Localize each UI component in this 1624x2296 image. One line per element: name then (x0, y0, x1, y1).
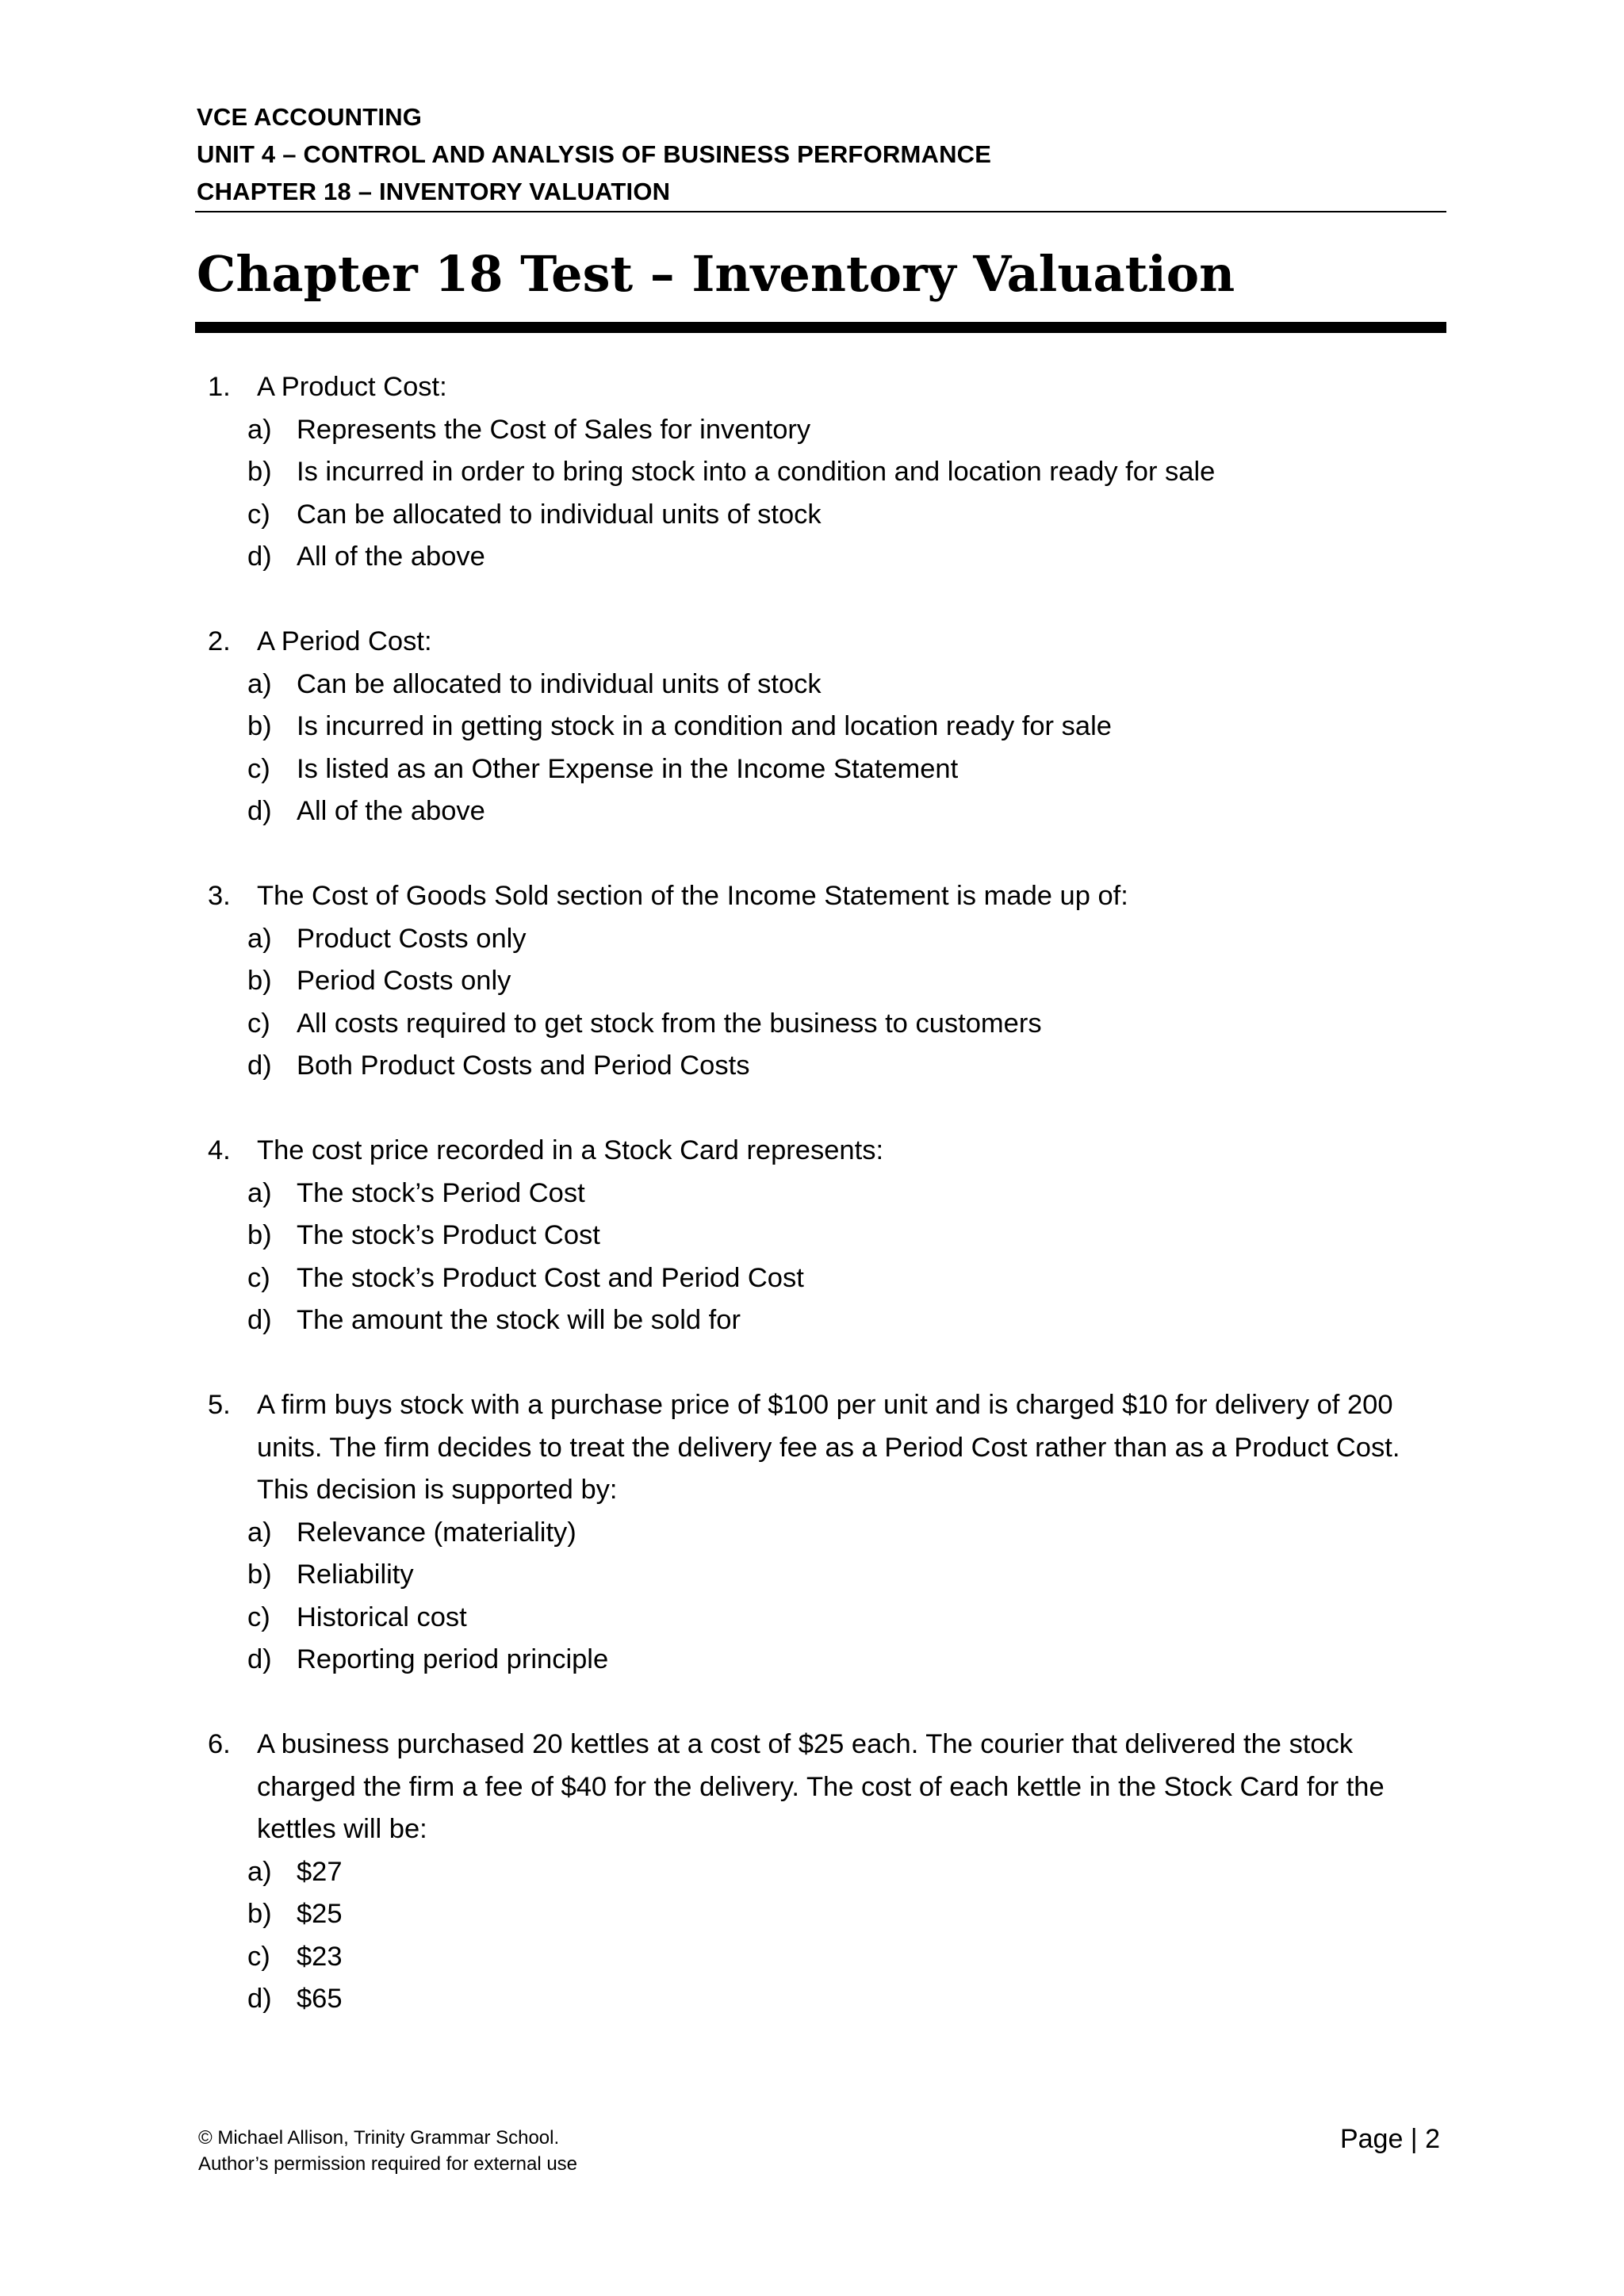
option-b (0, 1215, 1624, 1257)
option-letter: d) (247, 541, 272, 572)
question-5 (0, 1384, 1624, 1682)
option-letter: d) (247, 1644, 272, 1674)
option-letter: d) (247, 1984, 272, 2014)
question-number: 4. (208, 1135, 231, 1165)
option-c (0, 494, 1624, 537)
option-a (0, 1173, 1624, 1215)
option-b (0, 706, 1624, 748)
option-text: All of the above (297, 541, 485, 572)
option-b (0, 451, 1624, 494)
option-text: Is incurred in getting stock in a condition and location ready for sale (297, 711, 1112, 741)
option-letter: c) (247, 1262, 270, 1293)
option-d (0, 1639, 1624, 1682)
option-text: Relevance (materiality) (297, 1517, 576, 1548)
option-letter: c) (247, 499, 270, 530)
option-d (0, 790, 1624, 833)
option-text: Is incurred in order to bring stock into a condition and location ready for sale (297, 457, 1216, 487)
question-text: A firm buys stock with a purchase price of $100 per unit and is charged $10 for delivery of 200 units. The firm decides to treat the delivery fee as a Period Cost rather than as a Product Cost. This decision is supported by: (257, 1390, 1400, 1505)
question-text: A Product Cost: (257, 372, 447, 402)
option-list (0, 1851, 1624, 2021)
page-title: Chapter 18 Test – Inventory Valuation (197, 245, 1235, 303)
option-text: The amount the stock will be sold for (297, 1305, 741, 1335)
option-a (0, 1851, 1624, 1894)
option-letter: d) (247, 1305, 272, 1335)
question-3 (0, 875, 1624, 1088)
option-a (0, 1512, 1624, 1555)
option-letter: c) (247, 1941, 270, 1972)
option-text: Can be allocated to individual units of stock (297, 499, 822, 530)
page-number: Page | 2 (1339, 2124, 1440, 2154)
option-text: Is listed as an Other Expense in the Income Statement (297, 753, 959, 784)
option-a (0, 918, 1624, 961)
option-letter: d) (247, 796, 272, 826)
option-text: Reporting period principle (297, 1644, 609, 1674)
option-d (0, 1978, 1624, 2021)
option-letter: b) (247, 457, 272, 487)
option-a (0, 664, 1624, 706)
title-divider (195, 322, 1446, 333)
option-text: Period Costs only (297, 966, 511, 996)
question-1 (0, 366, 1624, 579)
option-text: The stock’s Product Cost (297, 1220, 600, 1250)
option-b (0, 1893, 1624, 1936)
option-a (0, 409, 1624, 452)
option-letter: b) (247, 966, 272, 996)
option-letter: c) (247, 753, 270, 784)
document-header (197, 98, 1445, 210)
option-list (0, 409, 1624, 579)
option-letter: b) (247, 711, 272, 741)
option-letter: d) (247, 1050, 272, 1081)
option-letter: b) (247, 1559, 272, 1590)
option-list (0, 1173, 1624, 1342)
option-c (0, 1257, 1624, 1300)
option-letter: a) (247, 668, 272, 699)
option-letter: a) (247, 414, 272, 445)
question-list (0, 366, 1624, 2063)
question-number: 1. (208, 372, 231, 402)
option-text: Represents the Cost of Sales for inventory (297, 414, 811, 445)
option-list (0, 664, 1624, 833)
option-letter: b) (247, 1220, 272, 1250)
option-b (0, 1554, 1624, 1597)
option-text: Reliability (297, 1559, 414, 1590)
option-letter: a) (247, 923, 272, 954)
option-letter: c) (247, 1601, 270, 1632)
question-number: 2. (208, 626, 231, 656)
option-text: The stock’s Product Cost and Period Cost (297, 1262, 804, 1293)
option-list (0, 918, 1624, 1088)
footer-permission: Author’s permission required for external use (198, 2153, 578, 2175)
option-letter: a) (247, 1177, 272, 1208)
header-chapter: CHAPTER 18 – INVENTORY VALUATION (197, 178, 671, 205)
option-letter: c) (247, 1008, 270, 1039)
option-letter: a) (247, 1856, 272, 1887)
option-b (0, 960, 1624, 1003)
option-text: Both Product Costs and Period Costs (297, 1050, 750, 1081)
header-subject: VCE ACCOUNTING (197, 103, 423, 131)
option-text: $27 (297, 1856, 343, 1887)
option-c (0, 1936, 1624, 1979)
option-text: $25 (297, 1899, 343, 1929)
option-d (0, 1045, 1624, 1088)
option-text: Can be allocated to individual units of stock (297, 668, 822, 699)
question-text: A business purchased 20 kettles at a cost of $25 each. The courier that delivered the stock charged the firm a fee of $40 for the delivery. The cost of each kettle in the Stock Card for the kettles will be: (257, 1729, 1385, 1844)
option-text: $65 (297, 1984, 343, 2014)
option-d (0, 1299, 1624, 1342)
question-4 (0, 1130, 1624, 1342)
question-2 (0, 621, 1624, 833)
option-text: Historical cost (297, 1601, 467, 1632)
header-unit: UNIT 4 – CONTROL AND ANALYSIS OF BUSINESS PERFORMANCE (197, 140, 992, 168)
question-text: A Period Cost: (257, 626, 432, 656)
footer-copyright: © Michael Allison, Trinity Grammar School. (198, 2127, 560, 2149)
option-text: Product Costs only (297, 923, 527, 954)
option-c (0, 1003, 1624, 1046)
option-text: The stock’s Period Cost (297, 1177, 585, 1208)
footer-credits (198, 2125, 577, 2177)
option-text: All of the above (297, 796, 485, 826)
question-number: 3. (208, 881, 231, 911)
question-6 (0, 1724, 1624, 2021)
question-text: The cost price recorded in a Stock Card represents: (257, 1135, 884, 1165)
question-number: 5. (208, 1390, 231, 1420)
question-number: 6. (208, 1729, 231, 1759)
option-text: All costs required to get stock from the business to customers (297, 1008, 1042, 1039)
option-c (0, 748, 1624, 791)
option-text: $23 (297, 1941, 343, 1972)
option-list (0, 1512, 1624, 1682)
header-divider (195, 211, 1446, 212)
option-c (0, 1597, 1624, 1640)
option-letter: b) (247, 1899, 272, 1929)
option-letter: a) (247, 1517, 272, 1548)
option-d (0, 536, 1624, 579)
question-text: The Cost of Goods Sold section of the Income Statement is made up of: (257, 881, 1128, 911)
